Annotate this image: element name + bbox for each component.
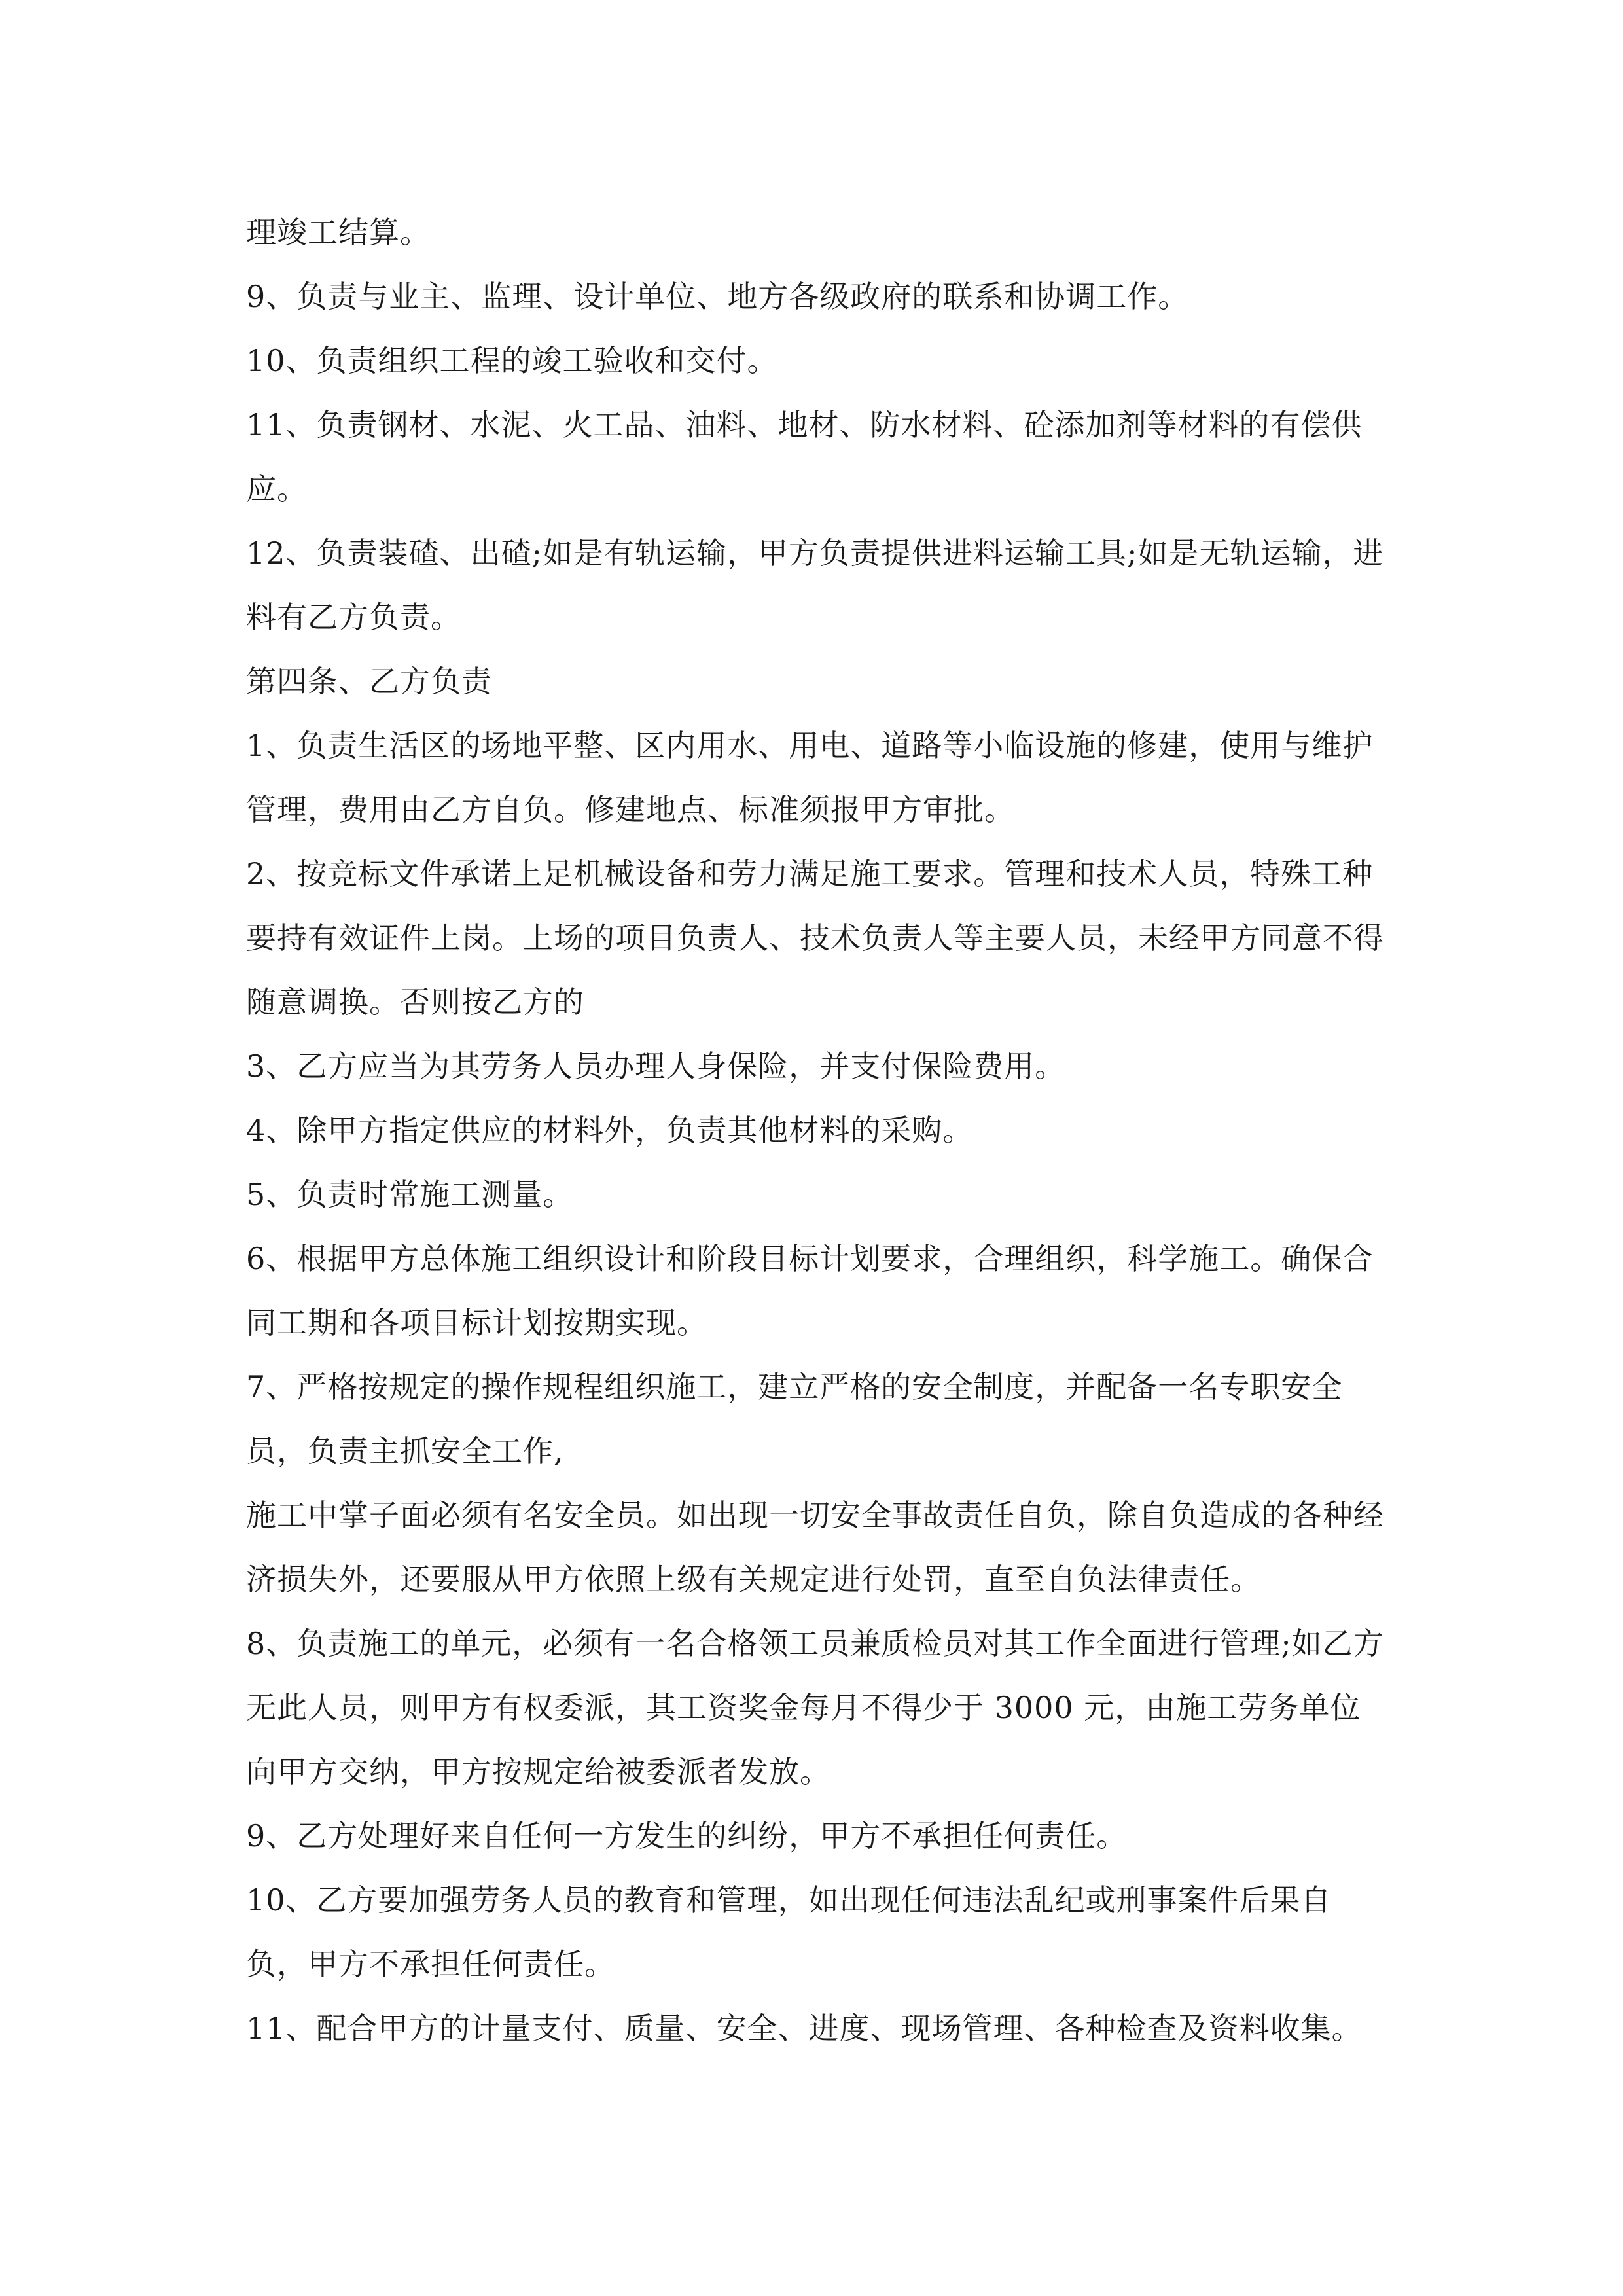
paragraph: 11、配合甲方的计量支付、质量、安全、进度、现场管理、各种检查及资料收集。 (246, 2011, 1363, 2046)
paragraph: 12、负责装碴、出碴;如是有轨运输，甲方负责提供进料运输工具;如是无轨运输，进料有乙方负责。 (246, 535, 1384, 635)
document-body (246, 200, 1385, 2060)
paragraph: 理竣工结算。 (246, 215, 431, 250)
paragraph: 6、根据甲方总体施工组织设计和阶段目标计划要求，合理组织，科学施工。确保合同工期和各项目标计划按期实现。 (246, 1241, 1374, 1340)
paragraph: 施工中掌子面必须有名安全员。如出现一切安全事故责任自负，除自负造成的各种经济损失外，还要服从甲方依照上级有关规定进行处罚，直至自负法律责任。 (246, 1498, 1384, 1597)
paragraph: 5、负责时常施工测量。 (246, 1177, 574, 1212)
paragraph: 9、负责与业主、监理、设计单位、地方各级政府的联系和协调工作。 (246, 279, 1189, 314)
section-heading: 第四条、乙方负责 (246, 664, 492, 699)
paragraph: 10、负责组织工程的竣工验收和交付。 (246, 343, 778, 378)
paragraph: 10、乙方要加强劳务人员的教育和管理，如出现任何违法乱纪或刑事案件后果自负，甲方不承担任何责任。 (246, 1882, 1332, 1982)
paragraph: 11、负责钢材、水泥、火工品、油料、地材、防水材料、砼添加剂等材料的有偿供应。 (246, 407, 1363, 507)
paragraph: 8、负责施工的单元，必须有一名合格领工员兼质检员对其工作全面进行管理;如乙方无此人员，则甲方有权委派，其工资奖金每月不得少于 3000 元，由施工劳务单位向甲方交纳，甲方按规定给被委派者发放。 (246, 1626, 1384, 1789)
paragraph: 1、负责生活区的场地平整、区内用水、用电、道路等小临设施的修建，使用与维护管理，费用由乙方自负。修建地点、标准须报甲方审批。 (246, 728, 1374, 827)
paragraph: 2、按竞标文件承诺上足机械设备和劳力满足施工要求。管理和技术人员，特殊工种要持有效证件上岗。上场的项目负责人、技术负责人等主要人员，未经甲方同意不得随意调换。否则按乙方的 (246, 856, 1384, 1020)
paragraph: 7、严格按规定的操作规程组织施工，建立严格的安全制度，并配备一名专职安全员，负责主抓安全工作, (246, 1369, 1343, 1469)
paragraph: 9、乙方处理好来自任何一方发生的纠纷，甲方不承担任何责任。 (246, 1818, 1128, 1854)
paragraph: 3、乙方应当为其劳务人员办理人身保险，并支付保险费用。 (246, 1049, 1066, 1084)
paragraph: 4、除甲方指定供应的材料外，负责其他材料的采购。 (246, 1113, 974, 1148)
